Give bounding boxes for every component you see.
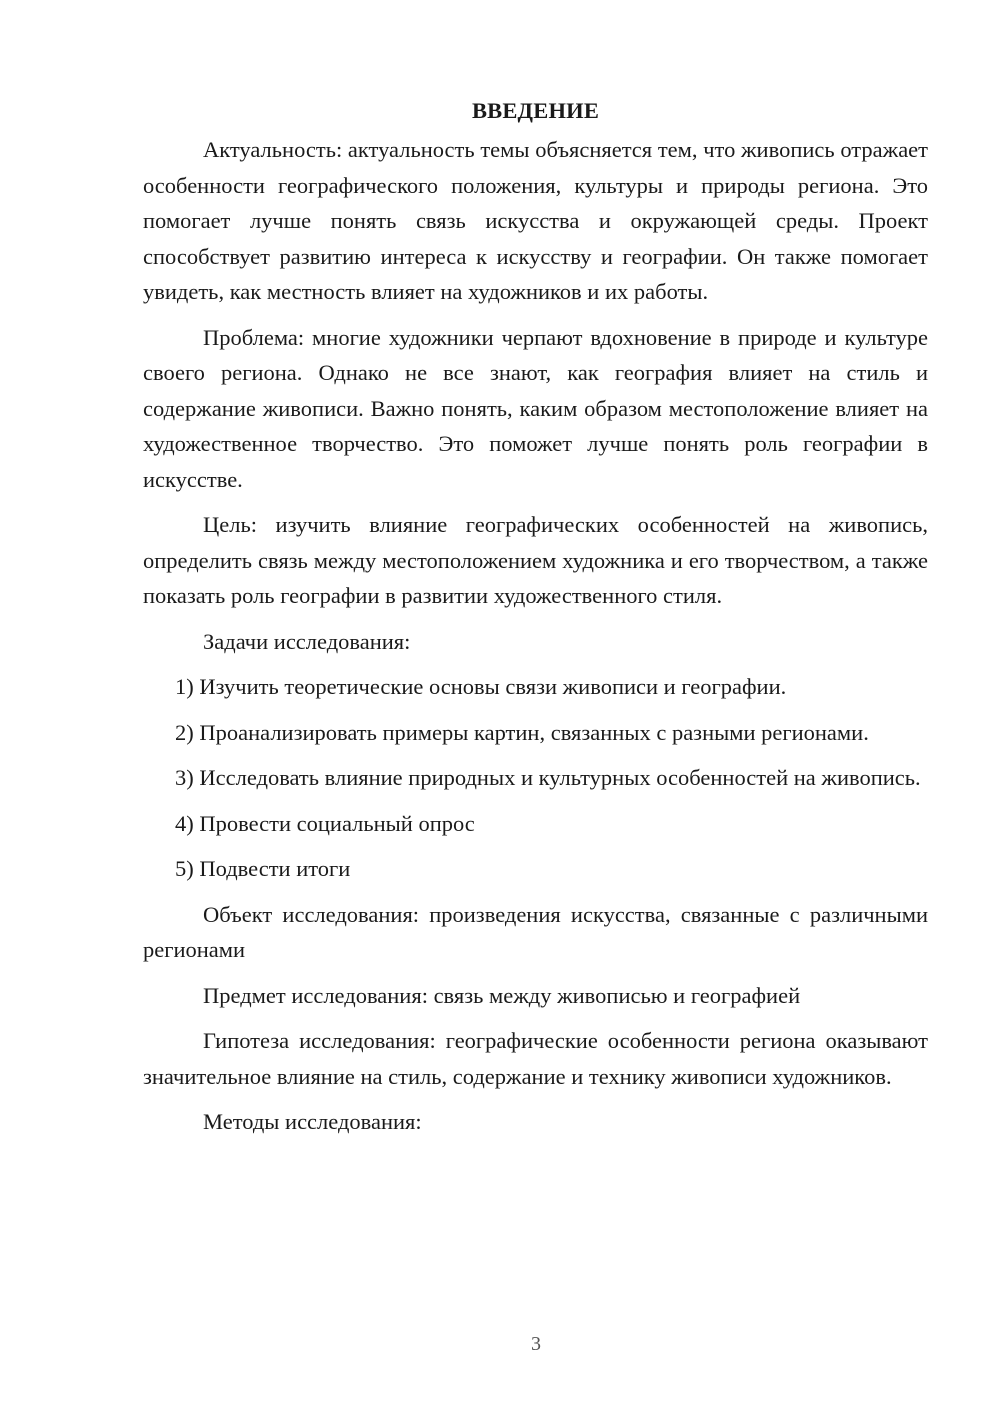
goal-paragraph: Цель: изучить влияние географических особенностей на живопись, определить связь между местоположением художника и его творчеством, а также показать роль географии в развитии художественного стиля. — [143, 512, 928, 608]
hypothesis-paragraph: Гипотеза исследования: географические особенности региона оказывают значительное влияние на стиль, содержание и технику живописи художников. — [143, 1028, 928, 1089]
task-item-2: 2) Проанализировать примеры картин, связанных с разными регионами. — [175, 719, 869, 745]
page-title: ВВЕДЕНИЕ — [471, 98, 600, 123]
document-page — [143, 93, 928, 1150]
tasks-heading: Задачи исследования: — [203, 628, 411, 654]
methods-heading: Методы исследования: — [203, 1109, 422, 1134]
task-item-3: 3) Исследовать влияние природных и культурных особенностей на живопись. — [175, 765, 921, 790]
relevance-paragraph: Актуальность: актуальность темы объясняется тем, что живопись отражает особенности географического положения, культуры и природы региона. Это помогает лучше понять связь искусства и окружающей среды. Проект способствует развитию интереса к искусству и географии. Он также помогает увидеть, как местность влияет на художников и их работы. — [143, 137, 928, 304]
task-item-1: 1) Изучить теоретические основы связи живописи и географии. — [175, 674, 787, 699]
task-item-5: 5) Подвести итоги — [175, 856, 351, 881]
research-object-paragraph: Объект исследования: произведения искусства, связанные с различными регионами — [143, 901, 928, 962]
page-number: 3 — [531, 1333, 541, 1355]
problem-paragraph: Проблема: многие художники черпают вдохновение в природе и культуре своего региона. Однако не все знают, как география влияет на стиль и содержание живописи. Важно понять, каким образом местоположение влияет на художественное творчество. Это поможет лучше понять роль географии в искусстве. — [143, 324, 928, 492]
task-item-4: 4) Провести социальный опрос — [175, 810, 475, 836]
research-subject-paragraph: Предмет исследования: связь между живописью и географией — [203, 982, 801, 1008]
